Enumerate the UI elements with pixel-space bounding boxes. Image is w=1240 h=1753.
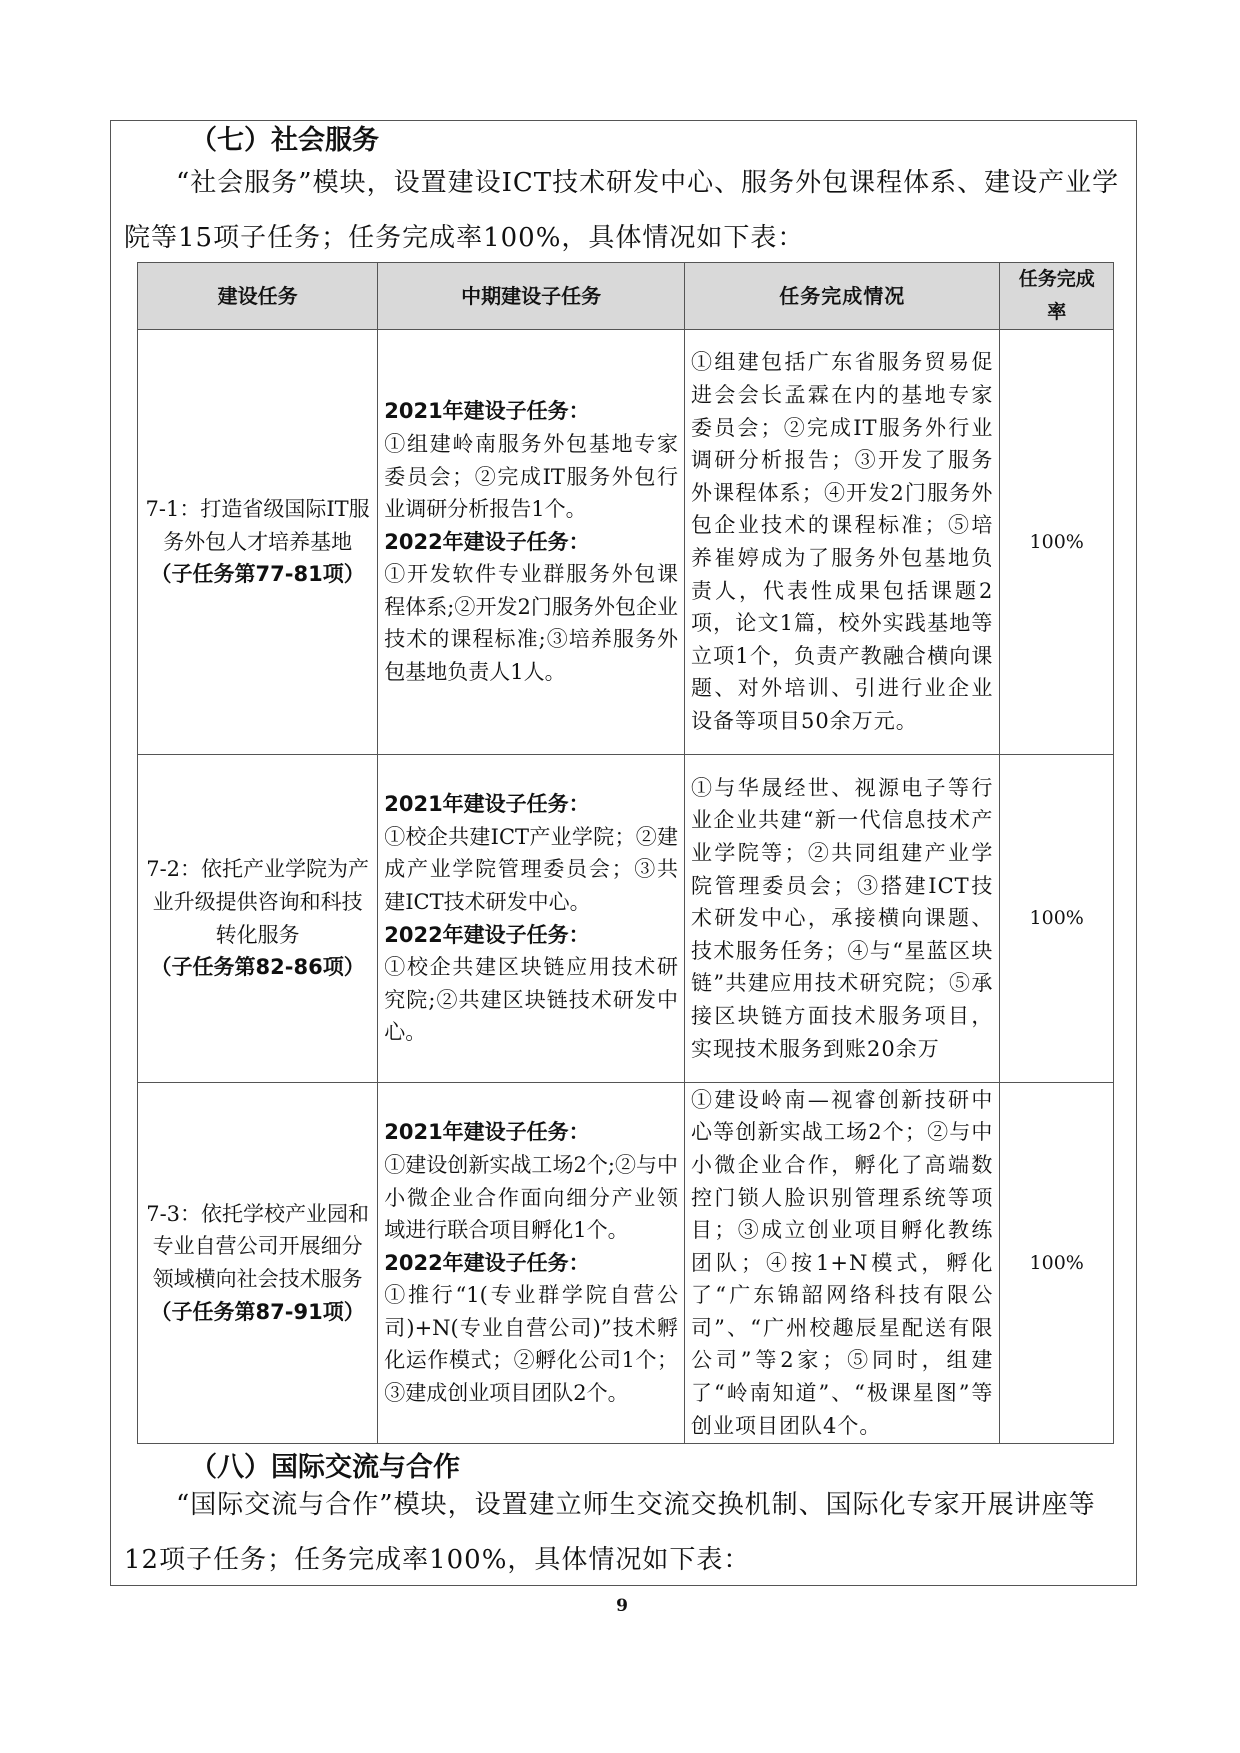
year-2021-label: 2021年建设子任务： — [384, 399, 590, 424]
header-rate: 任务完成率 — [1000, 263, 1114, 330]
table-row — [138, 755, 1114, 1083]
completion-rate: 100% — [1000, 330, 1114, 755]
year-2022-text: ①开发软件专业群服务外包课程体系;②开发2门服务外包企业技术的课程标准;③培养服务外包基地负责人1人。 — [384, 562, 679, 685]
header-completion: 任务完成情况 — [685, 263, 1000, 330]
year-2022-label: 2022年建设子任务： — [384, 529, 590, 554]
completion-text: ①建设岭南—视睿创新技研中心等创新实战工场2个；②与中小微企业合作，孵化了高端数控门锁人脸识别管理系统等项目；③成立创业项目孵化教练团队；④按1+N模式，孵化了“广东锦韶网络科技有限公司”、“广州校趣辰星配送有限公司”等2家；⑤同时，组建了“岭南知道”、“极课星图”等创业项目团队4个。 — [685, 1083, 1000, 1444]
section-7-paragraph: “社会服务”模块，设置建设ICT技术研发中心、服务外包课程体系、建设产业学院等15项子任务；任务完成率100%，具体情况如下表： — [124, 168, 1120, 253]
task-ref: （子任务第77-81项） — [150, 562, 365, 587]
year-2022-text: ①校企共建区块链应用技术研究院;②共建区块链技术研发中心。 — [384, 955, 679, 1045]
header-task: 建设任务 — [138, 263, 378, 330]
year-2021-text: ①建设创新实战工场2个;②与中小微企业合作面向细分产业领域进行联合项目孵化1个。 — [384, 1152, 679, 1243]
task-name: 7-2：依托产业学院为产业升级提供咨询和科技转化服务 — [146, 857, 370, 947]
section-8-heading: （八）国际交流与合作 — [190, 1452, 460, 1483]
year-2022-label: 2022年建设子任务： — [384, 1250, 590, 1275]
year-2021-text: ①组建岭南服务外包基地专家委员会；②完成IT服务外包行业调研分析报告1个。 — [384, 431, 679, 522]
year-2022-label: 2022年建设子任务： — [384, 922, 590, 947]
year-2021-text: ①校企共建ICT产业学院；②建成产业学院管理委员会；③共建ICT技术研发中心。 — [384, 824, 679, 914]
year-2022-text: ①推行“1(专业群学院自营公司)+N(专业自营公司)”技术孵化运作模式；②孵化公司1个；③建成创业项目团队2个。 — [384, 1283, 679, 1406]
section-8-paragraph: “国际交流与合作”模块，设置建立师生交流交换机制、国际化专家开展讲座等12项子任务；任务完成率100%，具体情况如下表： — [124, 1490, 1096, 1575]
task-name: 7-3：依托学校产业园和专业自营公司开展细分领域横向社会技术服务 — [146, 1201, 370, 1291]
page-number: 9 — [616, 1596, 628, 1616]
section-7-heading: （七）社会服务 — [190, 125, 379, 156]
task-ref: （子任务第82-86项） — [150, 955, 365, 980]
social-service-table — [137, 262, 1114, 1444]
completion-rate: 100% — [1000, 755, 1114, 1083]
completion-rate: 100% — [1000, 1083, 1114, 1444]
task-name: 7-1：打造省级国际IT服务外包人才培养基地 — [145, 497, 370, 554]
table-row — [138, 330, 1114, 755]
year-2021-label: 2021年建设子任务： — [384, 1120, 590, 1145]
table-row — [138, 1083, 1114, 1444]
header-subtask: 中期建设子任务 — [378, 263, 685, 330]
completion-text: ①组建包括广东省服务贸易促进会会长孟霖在内的基地专家委员会；②完成IT服务外行业调研分析报告；③开发了服务外课程体系；④开发2门服务外包企业技术的课程标准；⑤培养崔婷成为了服务外包基地负责人，代表性成果包括课题2项，论文1篇，校外实践基地等立项1个，负责产教融合横向课题、对外培训、引进行业企业设备等项目50余万元。 — [685, 330, 1000, 755]
table-header-row — [138, 263, 1114, 330]
year-2021-label: 2021年建设子任务： — [384, 792, 590, 817]
completion-text: ①与华晟经世、视源电子等行业企业共建“新一代信息技术产业学院等；②共同组建产业学院管理委员会；③搭建ICT技术研发中心，承接横向课题、技术服务任务；④与“星蓝区块链”共建应用技术研究院；⑤承接区块链方面技术服务项目，实现技术服务到账20余万 — [685, 755, 1000, 1083]
task-ref: （子任务第87-91项） — [150, 1299, 365, 1324]
